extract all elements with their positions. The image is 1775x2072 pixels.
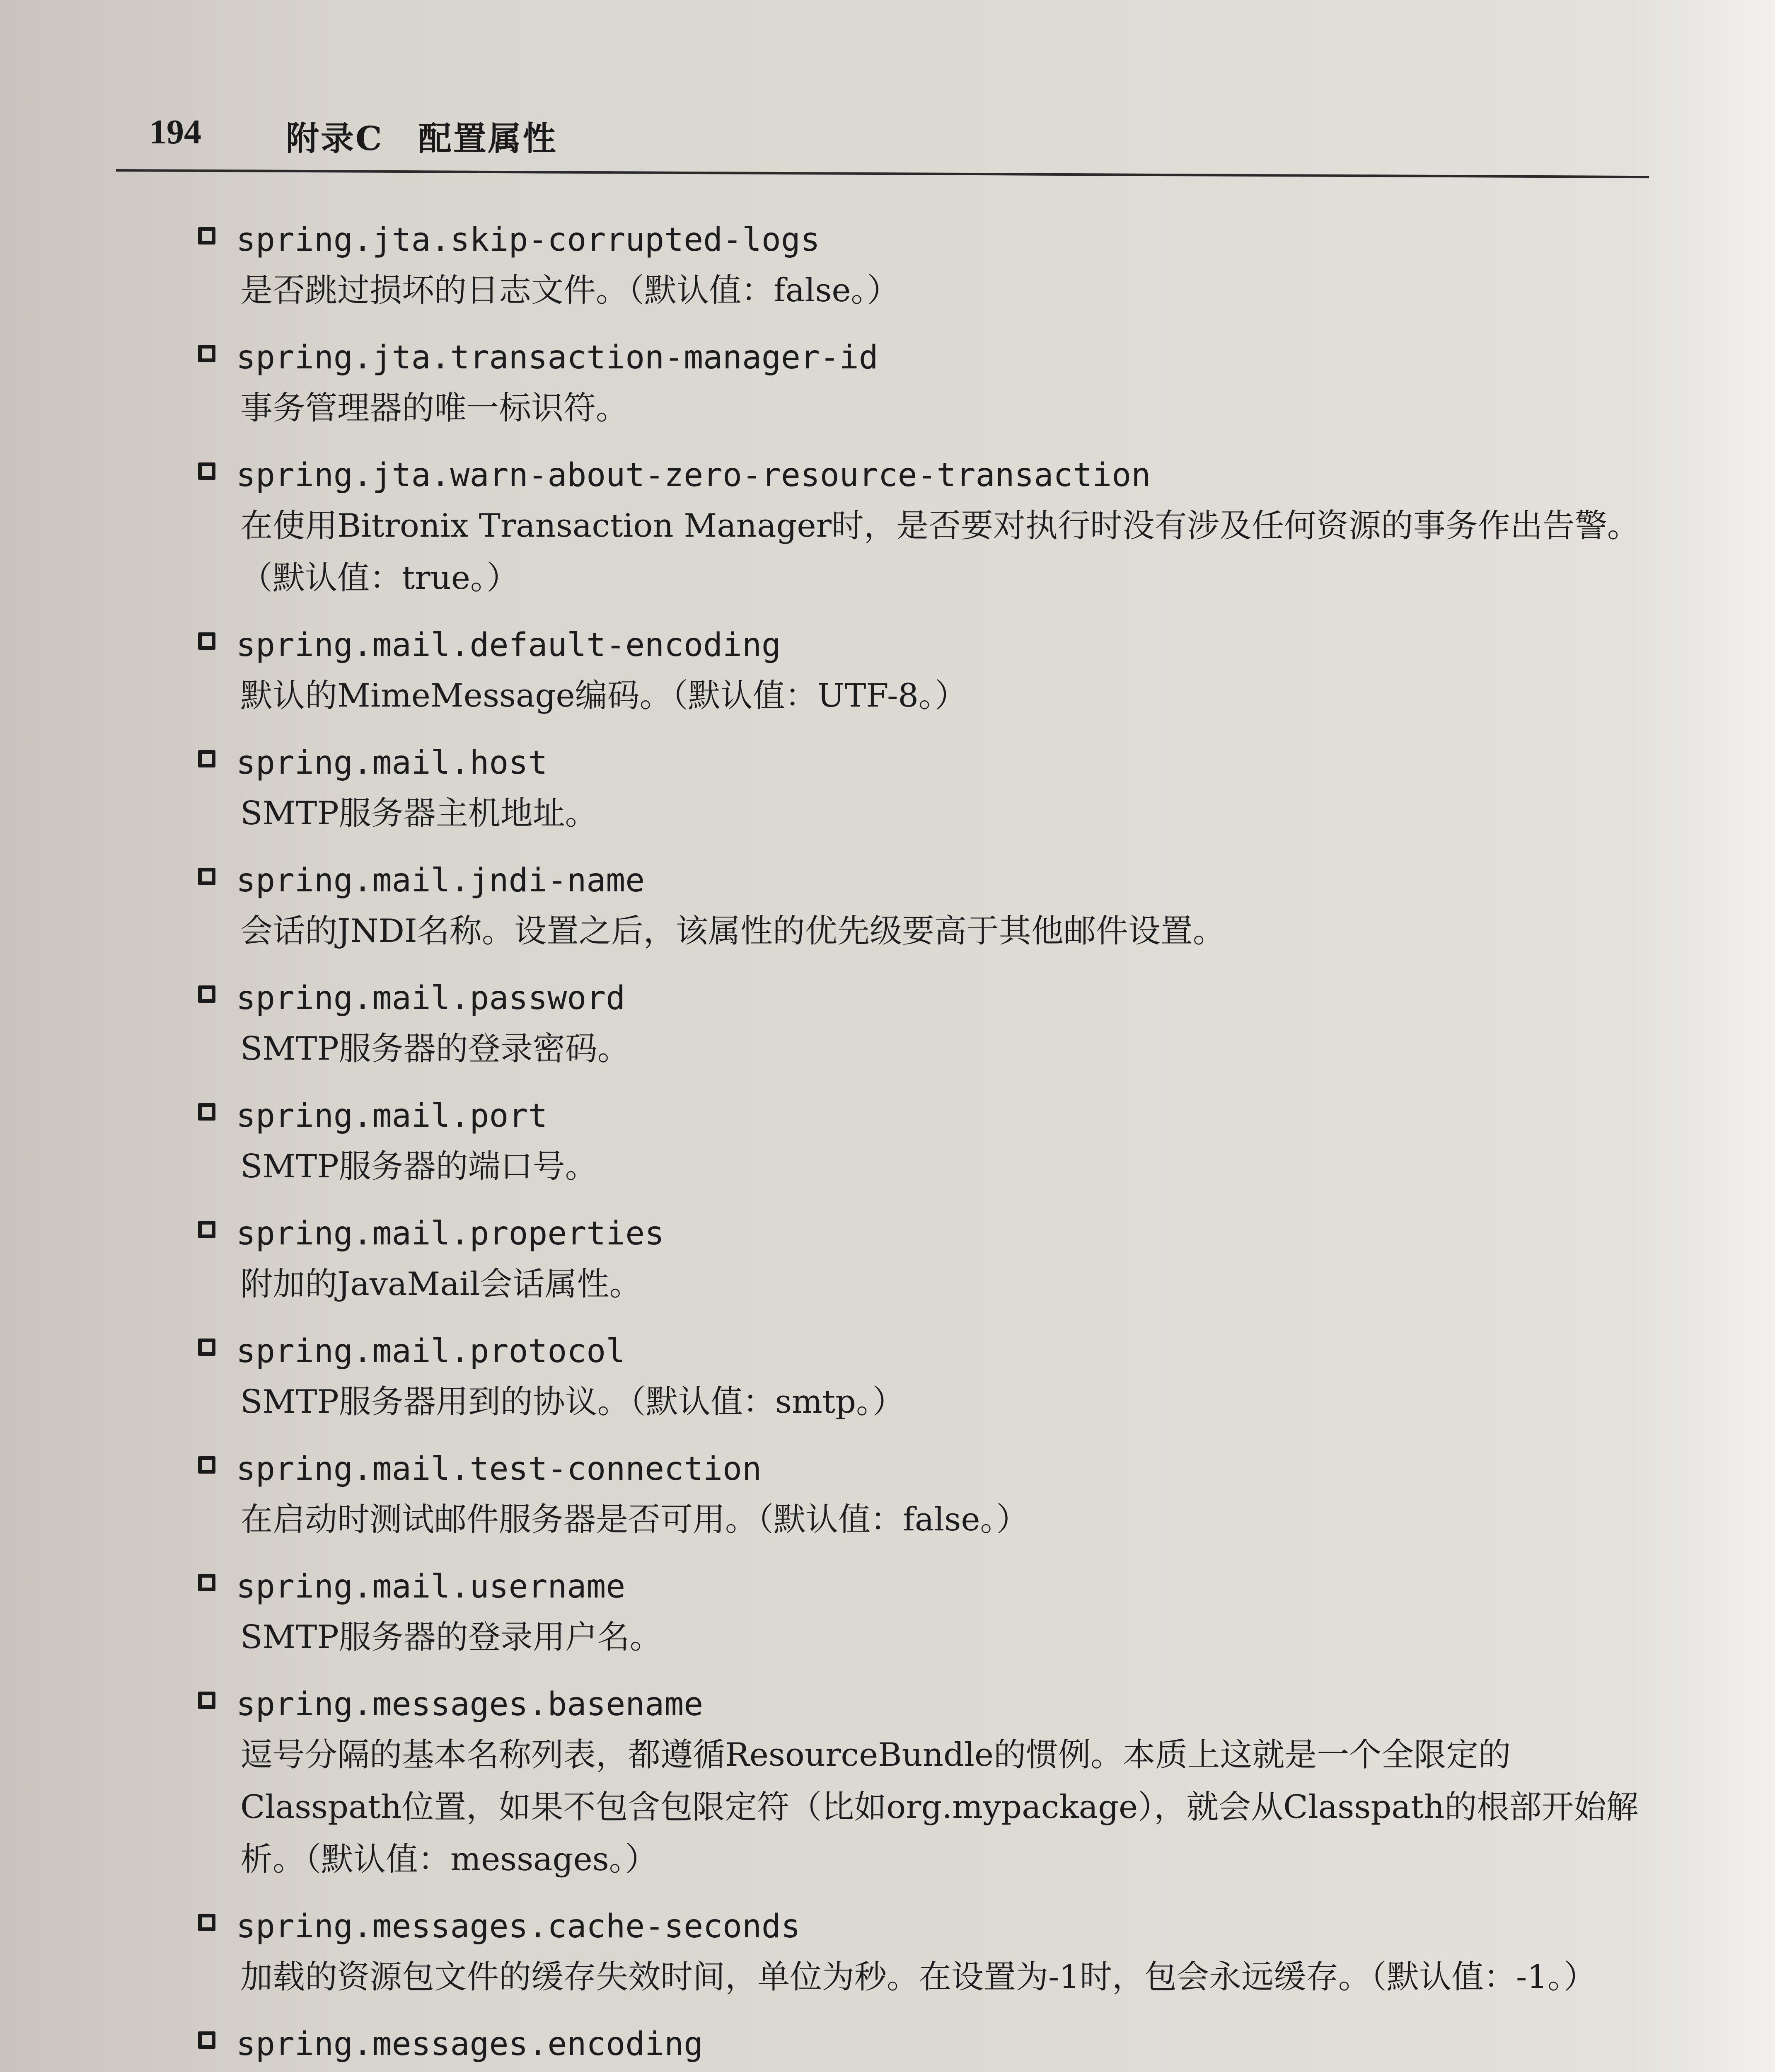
- property-entry: [195, 1327, 1670, 1428]
- property-entry: [195, 621, 1670, 722]
- property-entry: [195, 1209, 1670, 1310]
- checkbox-bullet-icon: [198, 632, 215, 650]
- checkbox-bullet-icon: [198, 1914, 215, 1931]
- property-description: SMTP服务器的登录用户名。: [240, 1619, 662, 1656]
- property-entry: [195, 215, 1670, 317]
- checkbox-bullet-icon: [198, 462, 215, 480]
- property-description: 逗号分隔的基本名称列表，都遵循ResourceBundle的惯例。本质上这就是一个全限定的Classpath位置，如果不包含包限定符（比如org.mypackage），就会从Classpath的根部开始解析。（默认值：messages。）: [240, 1736, 1639, 1878]
- header-rule: [116, 169, 1649, 178]
- page-header: [149, 112, 1649, 162]
- checkbox-bullet-icon: [198, 868, 215, 885]
- checkbox-bullet-icon: [198, 1103, 215, 1121]
- property-name: spring.mail.default-encoding: [236, 627, 781, 664]
- property-name: spring.mail.jndi-name: [236, 862, 645, 899]
- property-entry: [195, 1562, 1670, 1663]
- property-description: [236, 2069, 1670, 2072]
- property-entry: [195, 451, 1670, 604]
- checkbox-bullet-icon: [198, 750, 215, 767]
- property-name: spring.mail.test-connection: [236, 1450, 762, 1488]
- checkbox-bullet-icon: [198, 1339, 215, 1356]
- property-description: 会话的JNDI名称。设置之后，该属性的优先级要高于其他邮件设置。: [240, 913, 1225, 950]
- property-name: spring.jta.skip-corrupted-logs: [236, 221, 820, 259]
- property-description: 是否跳过损坏的日志文件。（默认值：false。）: [240, 272, 900, 309]
- page-number: 194: [149, 113, 201, 151]
- property-name: spring.mail.password: [236, 980, 626, 1017]
- checkbox-bullet-icon: [198, 2031, 215, 2049]
- property-description: 在使用Bitronix Transaction Manager时，是否要对执行时没有涉及任何资源的事务作出告警。（默认值：true。）: [240, 507, 1640, 597]
- property-entry: [195, 738, 1670, 840]
- property-description: 加载的资源包文件的缓存失效时间，单位为秒。在设置为-1时，包会永远缓存。（默认值：-1。）: [240, 1958, 1596, 1996]
- checkbox-bullet-icon: [198, 345, 215, 362]
- property-name: spring.mail.port: [236, 1097, 548, 1135]
- property-name: spring.mail.username: [236, 1568, 626, 1605]
- checkbox-bullet-icon: [198, 227, 215, 244]
- property-name: spring.mail.host: [236, 744, 548, 782]
- property-entry: [195, 1445, 1670, 1546]
- property-description: 附加的JavaMail会话属性。: [240, 1266, 642, 1303]
- property-name: spring.jta.transaction-manager-id: [236, 339, 878, 376]
- property-description: 在启动时测试邮件服务器是否可用。（默认值：false。）: [240, 1501, 1029, 1538]
- property-name: spring.messages.cache-seconds: [236, 1908, 800, 1945]
- property-description: SMTP服务器的端口号。: [240, 1148, 597, 1185]
- property-entry: [195, 856, 1670, 957]
- property-description: SMTP服务器的登录密码。: [240, 1030, 630, 1067]
- property-name: spring.mail.properties: [236, 1215, 665, 1252]
- property-entry: [195, 1902, 1670, 2003]
- property-entry: [195, 333, 1670, 434]
- checkbox-bullet-icon: [198, 1574, 215, 1591]
- checkbox-bullet-icon: [198, 1692, 215, 1709]
- property-description: 事务管理器的唯一标识符。: [240, 390, 629, 427]
- checkbox-bullet-icon: [198, 985, 215, 1003]
- property-name: spring.messages.basename: [236, 1686, 704, 1723]
- property-name: spring.jta.warn-about-zero-resource-transaction: [236, 457, 1151, 494]
- property-name: spring.mail.protocol: [236, 1333, 626, 1370]
- property-name: spring.messages.encoding: [236, 2026, 704, 2063]
- property-entry: [195, 2020, 1670, 2072]
- checkbox-bullet-icon: [198, 1221, 215, 1238]
- property-entry: [195, 974, 1670, 1075]
- property-description: SMTP服务器主机地址。: [240, 795, 597, 832]
- property-entry: [195, 1680, 1670, 1886]
- chapter-title: 附录C 配置属性: [286, 119, 558, 158]
- property-description: 默认的MimeMessage编码。（默认值：UTF-8。）: [240, 677, 967, 714]
- property-list: [195, 215, 1670, 2072]
- property-entry: [195, 1092, 1670, 1193]
- checkbox-bullet-icon: [198, 1456, 215, 1474]
- property-description: SMTP服务器用到的协议。（默认值：smtp。）: [240, 1383, 905, 1421]
